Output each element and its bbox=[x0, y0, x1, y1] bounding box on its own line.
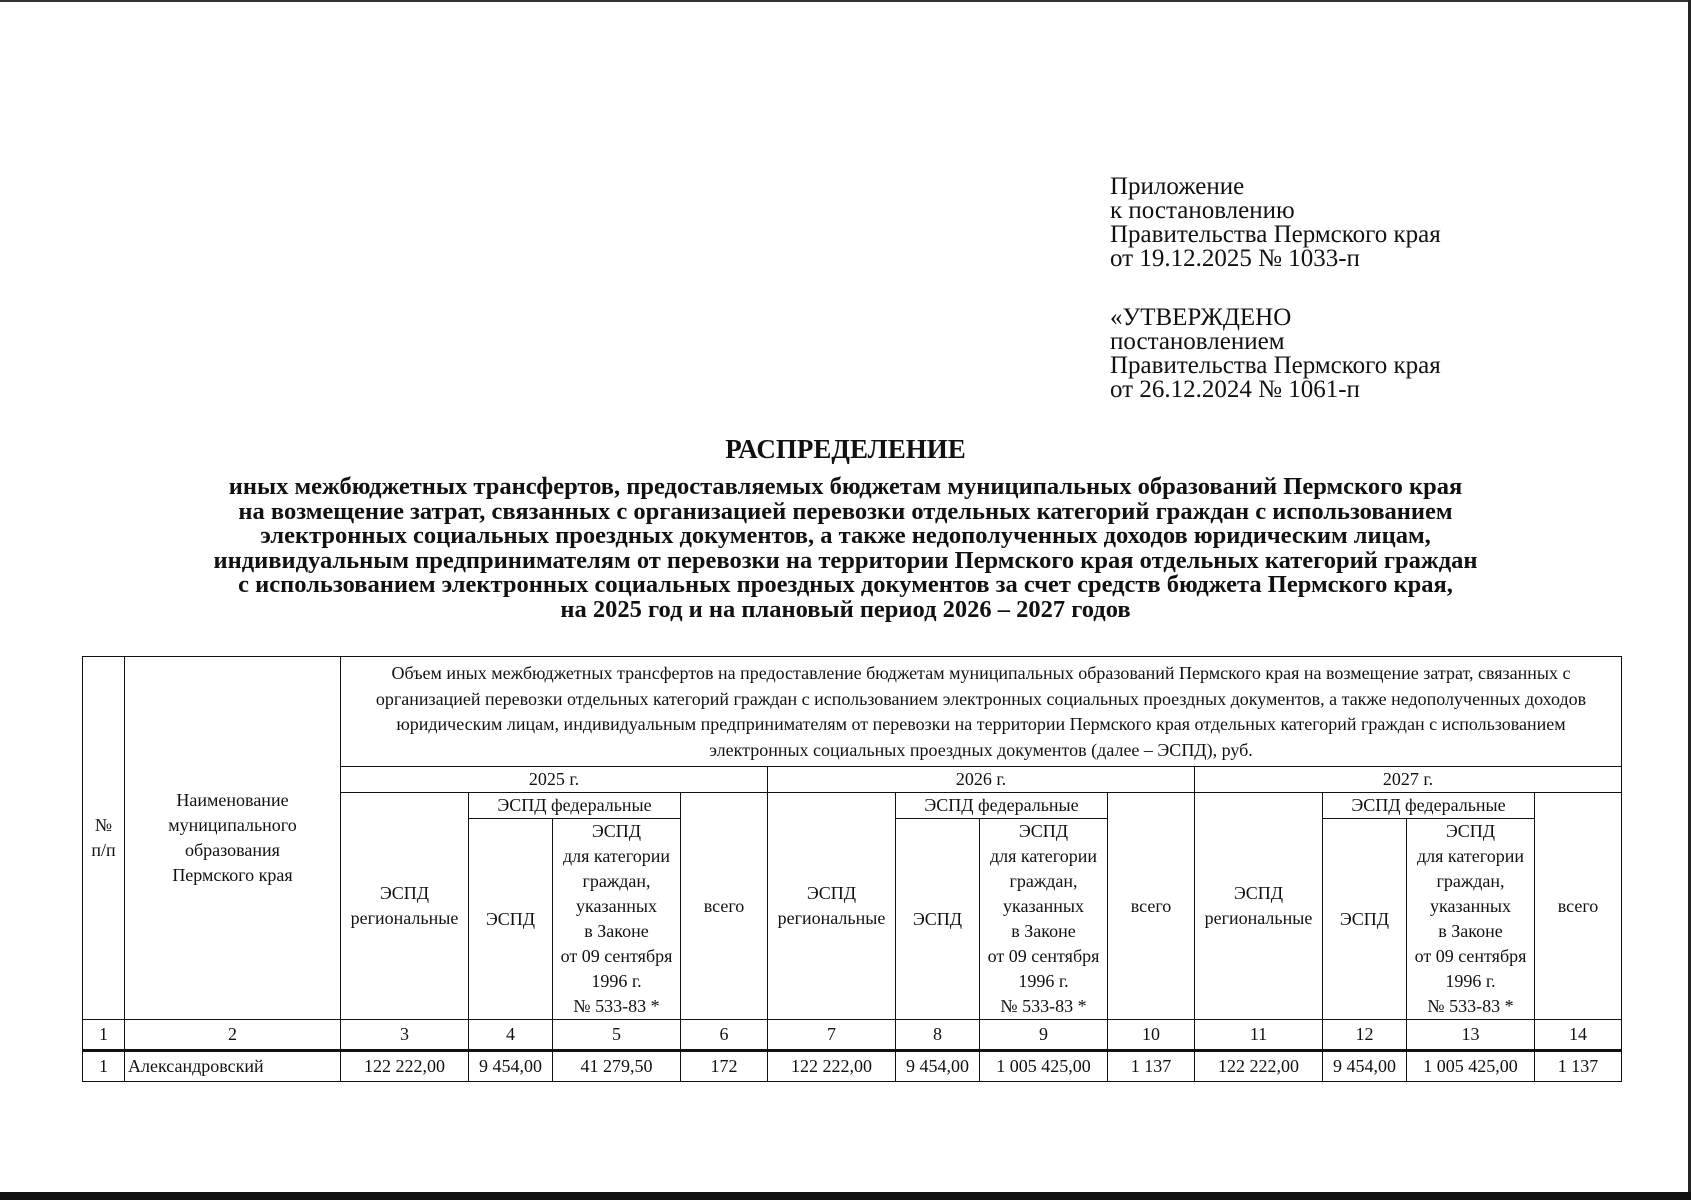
column-number: 13 bbox=[1407, 1020, 1535, 1051]
approval-line: Правительства Пермского края bbox=[1110, 352, 1441, 379]
header-category: ЭСПД для категории граждан, указанных в Законе от 09 сентября 1996 г. № 533-83 * bbox=[553, 819, 681, 1020]
column-number: 4 bbox=[469, 1020, 553, 1051]
header-total: всего bbox=[1535, 793, 1622, 1020]
cell-value: 1 137 bbox=[1535, 1051, 1622, 1082]
cell-value: 122 222,00 bbox=[768, 1051, 896, 1082]
header-regional: ЭСПД региональные bbox=[1195, 793, 1323, 1020]
column-number: 2 bbox=[125, 1020, 341, 1051]
header-year-2025: 2025 г. bbox=[341, 767, 768, 793]
approval-line: к постановлению bbox=[1110, 197, 1295, 224]
subtitle-line: на возмещение затрат, связанных с организацией перевозки отдельных категорий граждан с использованием bbox=[238, 497, 1453, 525]
column-number: 9 bbox=[980, 1020, 1108, 1051]
subtitle-line: индивидуальным предпринимателям от перевозки на территории Пермского края отдельных категорий граждан bbox=[213, 546, 1478, 574]
header-category: ЭСПД для категории граждан, указанных в Законе от 09 сентября 1996 г. № 533-83 * bbox=[1407, 819, 1535, 1020]
header-regional: ЭСПД региональные bbox=[768, 793, 896, 1020]
header-federal: ЭСПД федеральные bbox=[896, 793, 1108, 819]
header-year-2027: 2027 г. bbox=[1195, 767, 1622, 793]
column-numbers-row bbox=[83, 1020, 1622, 1051]
table-row bbox=[83, 1051, 1622, 1082]
cell-value: 1 137 bbox=[1108, 1051, 1195, 1082]
column-number: 5 bbox=[553, 1020, 681, 1051]
header-total: всего bbox=[681, 793, 768, 1020]
cell-value: 9 454,00 bbox=[1323, 1051, 1407, 1082]
approval-line: от 19.12.2025 № 1033-п bbox=[1110, 245, 1360, 272]
approval-line: Правительства Пермского края bbox=[1110, 221, 1441, 248]
header-federal: ЭСПД федеральные bbox=[469, 793, 681, 819]
page-edge-top bbox=[0, 0, 1691, 2]
approval-line: постановлением bbox=[1110, 328, 1285, 355]
column-number: 6 bbox=[681, 1020, 768, 1051]
subtitle-line: электронных социальных проездных документов, а также недополученных доходов юридическим лицам, bbox=[260, 522, 1431, 549]
column-number: 14 bbox=[1535, 1020, 1622, 1051]
header-category: ЭСПД для категории граждан, указанных в Законе от 09 сентября 1996 г. № 533-83 * bbox=[980, 819, 1108, 1020]
column-number: 12 bbox=[1323, 1020, 1407, 1051]
header-row-number: № п/п bbox=[83, 657, 125, 1020]
header-regional: ЭСПД региональные bbox=[341, 793, 469, 1020]
cell-value: 9 454,00 bbox=[469, 1051, 553, 1082]
distribution-table bbox=[82, 656, 1622, 1082]
cell-value: 172 bbox=[681, 1051, 768, 1082]
header-federal: ЭСПД федеральные bbox=[1323, 793, 1535, 819]
cell-value: 9 454,00 bbox=[896, 1051, 980, 1082]
column-number: 7 bbox=[768, 1020, 896, 1051]
cell-row-number: 1 bbox=[83, 1051, 125, 1082]
header-municipality-name: Наименование муниципального образования Пермского края bbox=[125, 657, 341, 1020]
document-title: РАСПРЕДЕЛЕНИЕ bbox=[725, 434, 966, 464]
column-number: 3 bbox=[341, 1020, 469, 1051]
cell-municipality: Александровский bbox=[125, 1051, 341, 1082]
column-number: 11 bbox=[1195, 1020, 1323, 1051]
approval-line: Приложение bbox=[1110, 173, 1245, 200]
cell-value: 1 005 425,00 bbox=[1407, 1051, 1535, 1082]
cell-value: 122 222,00 bbox=[1195, 1051, 1323, 1082]
approval-line: «УТВЕРЖДЕНО bbox=[1110, 304, 1292, 331]
header-espd: ЭСПД bbox=[469, 819, 553, 1020]
cell-value: 41 279,50 bbox=[553, 1051, 681, 1082]
approval-line: от 26.12.2024 № 1061-п bbox=[1110, 376, 1360, 403]
column-number: 8 bbox=[896, 1020, 980, 1051]
subtitle-line: иных межбюджетных трансфертов, предоставляемых бюджетам муниципальных образований Пермского края bbox=[228, 473, 1463, 500]
cell-value: 122 222,00 bbox=[341, 1051, 469, 1082]
header-year-2026: 2026 г. bbox=[768, 767, 1195, 793]
cell-value: 1 005 425,00 bbox=[980, 1051, 1108, 1082]
header-espd: ЭСПД bbox=[1323, 819, 1407, 1020]
header-espd: ЭСПД bbox=[896, 819, 980, 1020]
document-subtitle bbox=[60, 475, 1631, 622]
subtitle-line: на 2025 год и на плановый период 2026 – 2027 годов bbox=[560, 595, 1131, 623]
column-number: 10 bbox=[1108, 1020, 1195, 1051]
header-caption: Объем иных межбюджетных трансфертов на предоставление бюджетам муниципальных образований Пермского края на возмещение затрат, связанных с организацией перевозки отдельных категорий граждан с использованием электронных социальных проездных документов, а также недополученных доходов юридическим лицам, индивидуальным предпринимателям от перевозки на территории Пермского края отдельных категорий граждан с использованием электронных социальных проездных документов (далее – ЭСПД), руб. bbox=[341, 657, 1622, 767]
header-total: всего bbox=[1108, 793, 1195, 1020]
subtitle-line: с использованием электронных социальных проездных документов за счет средств бюджета Пермского края, bbox=[238, 571, 1453, 598]
approval-block bbox=[1110, 175, 1441, 402]
column-number: 1 bbox=[83, 1020, 125, 1051]
page-edge-bottom bbox=[0, 1192, 1691, 1200]
